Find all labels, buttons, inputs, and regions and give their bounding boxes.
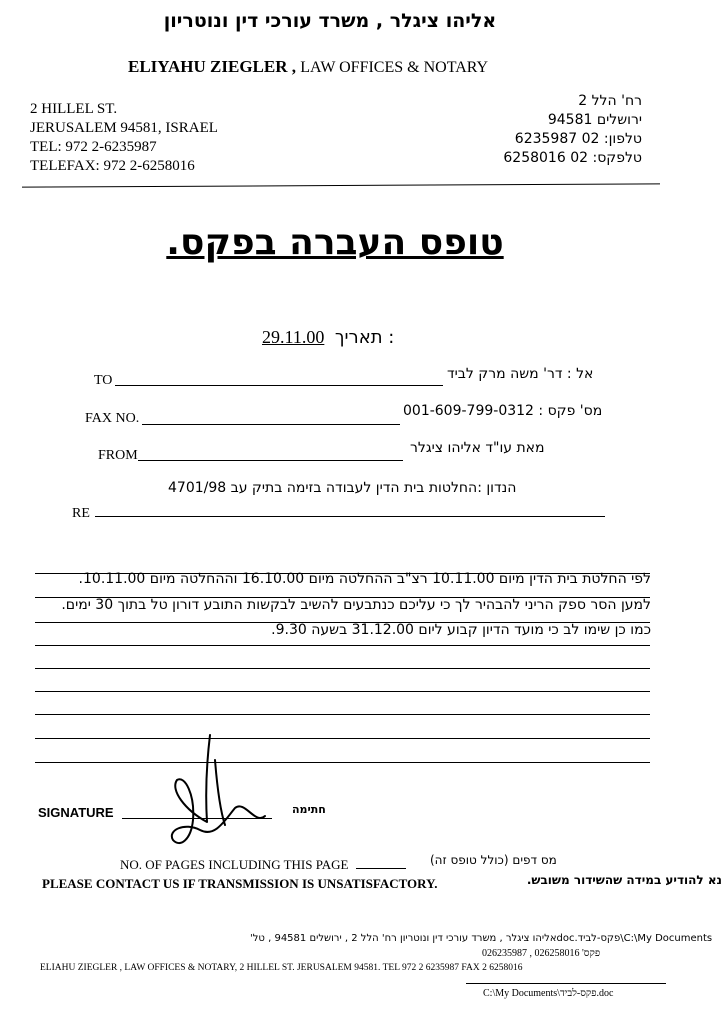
form-title: טופס העברה בפקס. [166, 222, 504, 263]
contact-notice: PLEASE CONTACT US IF TRANSMISSION IS UNSATISFACTORY. [42, 876, 438, 891]
body-line [35, 762, 650, 763]
date-row [262, 327, 394, 348]
address-line: TELEFAX: 972 2-6258016 [30, 158, 195, 174]
to-label: TO [94, 373, 113, 388]
from-label: FROM [98, 448, 138, 463]
body-text-line: לפי החלטת בית הדין מיום 10.11.00 רצ"ב ההחלטה מיום 16.10.00 וההחלטה מיום 10.11.00. [78, 571, 651, 587]
body-line [35, 714, 650, 715]
fax-label: FAX NO. [85, 411, 140, 426]
from-underline [138, 460, 403, 461]
address-line: JERUSALEM 94581, ISRAEL [30, 120, 218, 136]
english-firm-name-sub: LAW OFFICES & NOTARY [300, 59, 489, 76]
date-value: 29.11.00 [262, 327, 325, 347]
fax-value: מס' פקס : 001-609-799-0312 [403, 403, 603, 419]
date-label: תאריך : [334, 327, 395, 348]
address-line: טלפקס: 02 6258016 [503, 150, 642, 166]
body-line [35, 668, 650, 669]
re-value: הנדון :החלטות בית הדין לעבודה בזימה בתיק עב 4701/98 [168, 480, 517, 496]
re-underline [95, 516, 605, 517]
english-firm-name-main: ELIYAHU ZIEGLER , [128, 57, 297, 76]
address-english [30, 100, 218, 176]
fax-underline [142, 424, 400, 425]
body-text-line: למען הסר ספק הריני להבהיר לך כי עליכם כנתבעים להשיב לבקשות התובע דורון טל בתוך 30 ימים. [61, 597, 651, 613]
contact-notice-hebrew: נא להודיע במידה שהשידור משובש. [526, 873, 722, 887]
address-hebrew [503, 92, 642, 168]
body-line [35, 645, 650, 646]
address-line: 2 HILLEL ST. [30, 101, 118, 117]
body-line [35, 691, 650, 692]
to-underline [115, 385, 443, 386]
pages-label-hebrew: מס דפים (כולל טופס זה) [430, 853, 557, 867]
hebrew-firm-name: אליהו ציגלר , משרד עורכי דין ונוטריון [163, 10, 497, 32]
header-divider [22, 183, 660, 187]
footer-path-line: C:\My Documents\פקס-לביד.docאליהו ציגלר , משרד עורכי דין ונוטריון רח' הלל 2 , ירושלים 94581 , טל' [250, 933, 713, 944]
english-firm-name [128, 57, 488, 77]
footer-phone-line: 026235987 , פקס' 026258016 [482, 948, 601, 959]
re-label: RE [72, 506, 90, 521]
address-line: טלפון: 02 6235987 [514, 131, 642, 147]
address-line: TEL: 972 2-6235987 [30, 139, 157, 155]
footer-doc-path: C:\My Documents\פקס-לביד.doc [483, 988, 614, 999]
from-value: מאת עו"ד אליהו ציגלר [410, 440, 545, 456]
signature-label: SIGNATURE [38, 805, 114, 820]
footer-english-line: ELIAHU ZIEGLER , LAW OFFICES & NOTARY, 2 HILLEL ST. JERUSALEM 94581. TEL 972 2 6235987 FAX 2 6258016 [40, 963, 523, 973]
to-value: אל : דר' משה מרק לביד [447, 366, 594, 382]
pages-label-en: NO. OF PAGES INCLUDING THIS PAGE [120, 857, 349, 872]
signature-label-hebrew: חתימה [292, 803, 326, 816]
pages-blank [356, 868, 406, 869]
address-line: ירושלים 94581 [547, 112, 642, 128]
footer-divider [466, 983, 666, 984]
address-line: רח' הלל 2 [578, 93, 642, 109]
body-line [35, 738, 650, 739]
pages-label [120, 857, 406, 873]
handwritten-signature [155, 730, 285, 860]
body-text-line: כמו כן שימו לב כי מועד הדיון קבוע ליום 31.12.00 בשעה 9.30. [271, 622, 651, 638]
